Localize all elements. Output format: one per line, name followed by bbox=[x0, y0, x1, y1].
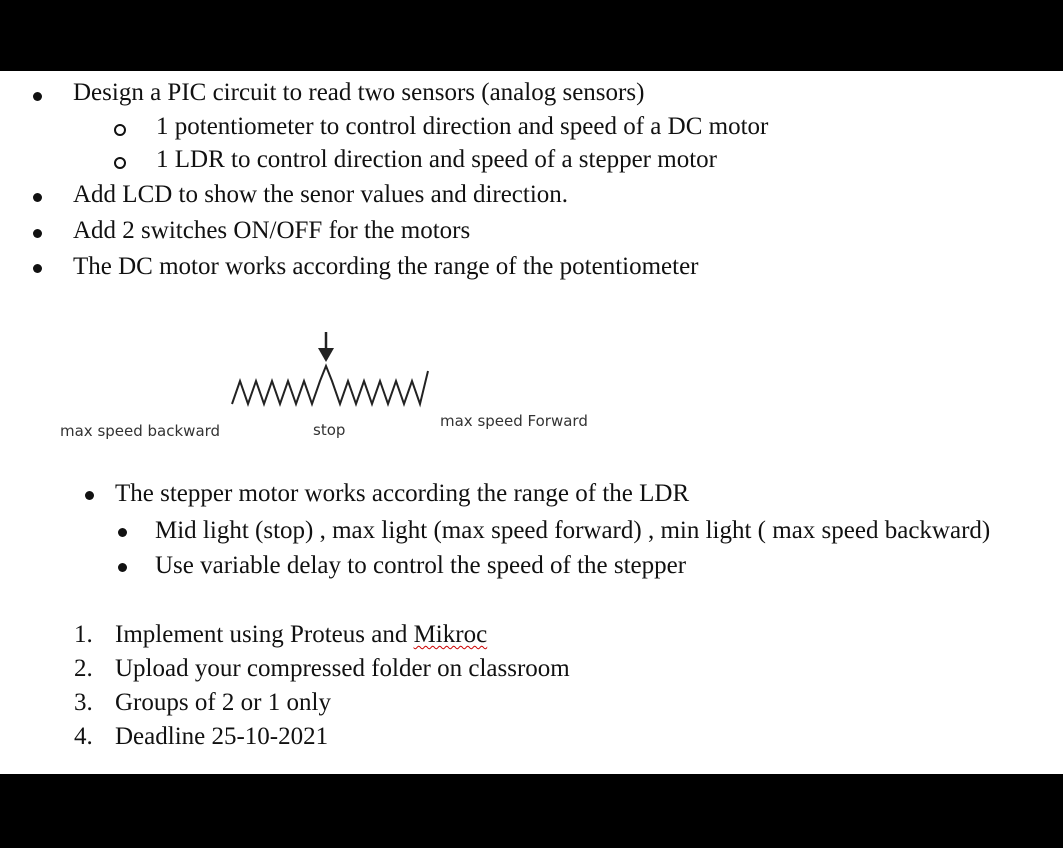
bullet-dot bbox=[33, 229, 42, 238]
stepper-item: Use variable delay to control the speed of the stepper bbox=[155, 552, 687, 579]
bullet-dot bbox=[118, 563, 127, 572]
list-number: 1. bbox=[74, 621, 93, 648]
sub-bullet-text: 1 LDR to control direction and speed of a stepper motor bbox=[156, 146, 717, 173]
numbered-item-text: Deadline 25-10-2021 bbox=[115, 723, 329, 750]
spellcheck-flagged-word: Mikroc bbox=[413, 621, 488, 648]
list-number: 4. bbox=[74, 723, 93, 750]
bullet-dot bbox=[33, 92, 42, 101]
stepper-item: Mid light (stop) , max light (max speed forward) , min light ( max speed backward) bbox=[155, 517, 991, 544]
bullet-text: Add 2 switches ON/OFF for the motors bbox=[73, 217, 471, 244]
bullet-dot bbox=[85, 491, 94, 500]
bullet-text: Add LCD to show the senor values and direction. bbox=[73, 181, 569, 208]
bullet-dot bbox=[33, 264, 42, 273]
bullet-dot bbox=[33, 193, 42, 202]
bullet-text: Design a PIC circuit to read two sensors (analog sensors) bbox=[73, 79, 645, 106]
label-max-speed-forward: max speed Forward bbox=[440, 412, 588, 430]
numbered-item-text: Groups of 2 or 1 only bbox=[115, 689, 331, 716]
potentiometer-symbol-icon bbox=[228, 326, 433, 411]
bullet-text: The DC motor works according the range of the potentiometer bbox=[73, 253, 699, 280]
list-number: 2. bbox=[74, 655, 93, 682]
document-page bbox=[0, 71, 1063, 774]
sub-bullet-circle bbox=[114, 157, 126, 169]
bullet-dot bbox=[118, 528, 127, 537]
numbered-item-text: Upload your compressed folder on classroom bbox=[115, 655, 570, 682]
numbered-item bbox=[115, 620, 487, 650]
label-stop: stop bbox=[313, 421, 346, 439]
sub-bullet-circle bbox=[114, 124, 126, 136]
sub-bullet-text: 1 potentiometer to control direction and speed of a DC motor bbox=[156, 113, 769, 140]
stepper-heading: The stepper motor works according the range of the LDR bbox=[115, 480, 690, 507]
label-max-speed-backward: max speed backward bbox=[60, 422, 221, 440]
list-number: 3. bbox=[74, 689, 93, 716]
numbered-item-text: Implement using Proteus and bbox=[115, 621, 414, 648]
